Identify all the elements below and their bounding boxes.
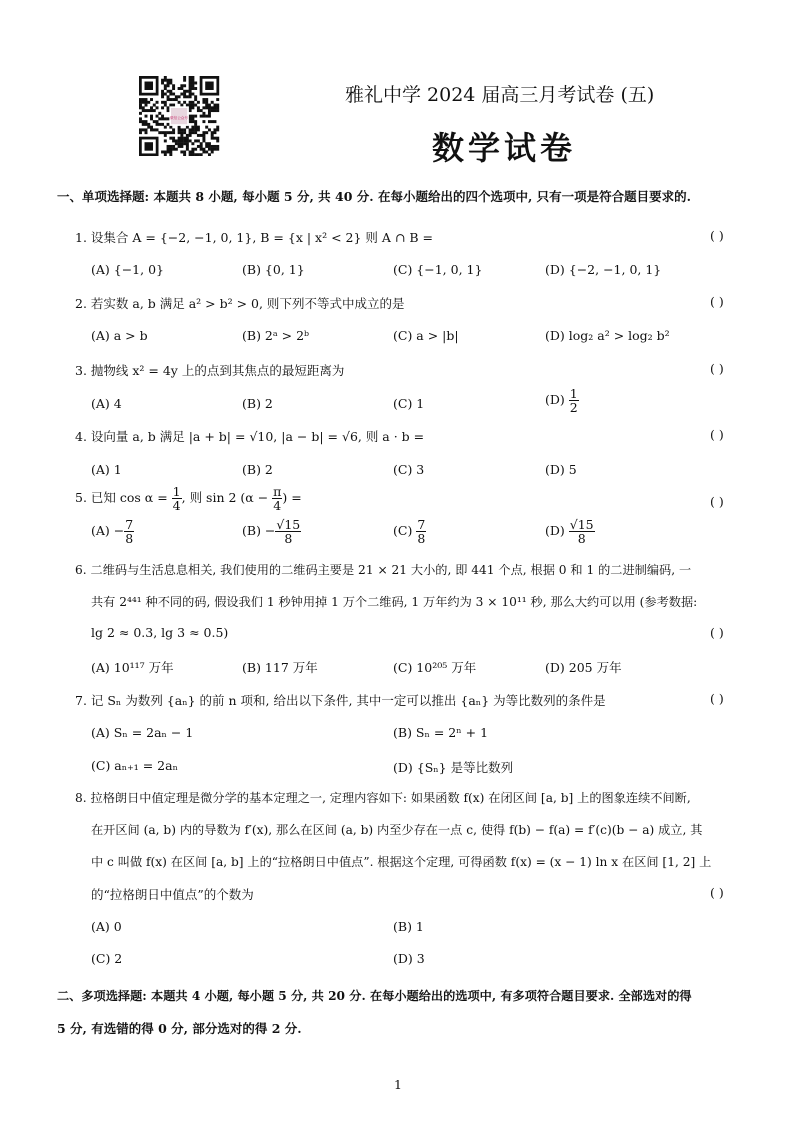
question-8-line-4: 的“拉格朗日中值点”的个数为 [91,887,254,902]
answer-bracket: ( ) [710,228,724,243]
fraction [172,485,182,512]
q6-option-a: (A) 10¹¹⁷ 万年 [91,660,174,675]
numerator: 7 [125,517,134,532]
q4-option-c: (C) 3 [393,462,425,477]
question-5-stem [75,485,302,512]
q7-option-c: (C) aₙ₊₁ = 2aₙ [91,758,178,773]
qr-code-image [137,76,221,156]
question-8-line-1: 8. 拉格朗日中值定理是微分学的基本定理之一, 定理内容如下: 如果函数 f(x) 在闭区间 [a, b] 上的图象连续不间断, [75,791,691,805]
option-label: (A) − [91,523,125,539]
numerator: √15 [276,517,301,532]
q5-option-a [91,518,134,545]
denominator: 4 [273,498,282,514]
q7-option-a: (A) Sₙ = 2aₙ − 1 [91,725,194,740]
section-2-heading-line-1: 二、多项选择题: 本题共 4 小题, 每小题 5 分, 共 20 分. 在每小题给出的选项中, 有多项符合题目要求. 全部选对的得 [57,989,692,1003]
question-4-stem: 4. 设向量 a, b 满足 |a + b| = √10, |a − b| = √6, 则 a · b = [75,429,425,444]
q3-option-a: (A) 4 [91,396,122,411]
question-6-line-2: 共有 2⁴⁴¹ 种不同的码, 假设我们 1 秒钟用掉 1 万个二维码, 1 万年约为 3 × 10¹¹ 秒, 那么大约可以用 (参考数据: [91,595,698,609]
q8-option-a: (A) 0 [91,919,122,934]
page-number: 1 [394,1077,402,1092]
stem-text: ) = [282,490,302,506]
denominator: 4 [172,498,181,514]
option-label: (C) [393,523,413,539]
q1-option-a: (A) {−1, 0} [91,262,164,277]
answer-bracket: ( ) [710,885,724,900]
denominator: 8 [577,531,586,547]
q5-option-c [393,518,426,545]
exam-subtitle: 雅礼中学 2024 届高三月考试卷 (五) [345,84,655,106]
fraction [416,518,426,545]
page-title: 数学试卷 [432,129,577,167]
q2-option-d: (D) log₂ a² > log₂ b² [545,328,670,343]
question-8-line-2: 在开区间 (a, b) 内的导数为 f′(x), 那么在区间 (a, b) 内至少存在一点 c, 使得 f(b) − f(a) = f′(c)(b − a) 成立, 其 [91,823,703,837]
numerator: π [273,484,282,499]
q6-option-d: (D) 205 万年 [545,660,622,675]
q5-option-b [242,518,301,545]
answer-bracket: ( ) [710,691,724,706]
q8-option-d: (D) 3 [393,951,425,966]
q7-option-d: (D) {Sₙ} 是等比数列 [393,760,514,775]
numerator: 1 [569,386,578,401]
q3-option-d [545,387,579,414]
stem-text: 5. 已知 cos α = [75,490,168,506]
numerator: 1 [172,484,181,499]
q6-option-b: (B) 117 万年 [242,660,318,675]
section-1-heading: 一、单项选择题: 本题共 8 小题, 每小题 5 分, 共 40 分. 在每小题给出的四个选项中, 只有一项是符合题目要求的. [57,189,692,204]
q1-option-b: (B) {0, 1} [242,262,305,277]
qr-logo-label: 微信公众号 [170,116,188,121]
q8-option-b: (B) 1 [393,919,424,934]
question-2-stem: 2. 若实数 a, b 满足 a² > b² > 0, 则下列不等式中成立的是 [75,296,405,311]
fraction [272,485,282,512]
numerator: √15 [569,517,594,532]
numerator: 7 [417,517,426,532]
option-label: (D) [545,523,565,539]
fraction [569,518,595,545]
question-6-line-3: lg 2 ≈ 0.3, lg 3 ≈ 0.5) [91,625,229,640]
denominator: 8 [125,531,134,547]
q1-option-c: (C) {−1, 0, 1} [393,262,483,277]
section-2-heading-line-2: 5 分, 有选错的得 0 分, 部分选对的得 2 分. [57,1021,302,1036]
denominator: 8 [284,531,293,547]
question-7-stem: 7. 记 Sₙ 为数列 {aₙ} 的前 n 项和, 给出以下条件, 其中一定可以推出 {aₙ} 为等比数列的条件是 [75,693,606,708]
option-label: (D) [545,392,565,408]
q7-option-b: (B) Sₙ = 2ⁿ + 1 [393,725,489,740]
q3-option-b: (B) 2 [242,396,273,411]
fraction [124,518,134,545]
option-label: (B) − [242,523,276,539]
answer-bracket: ( ) [710,294,724,309]
qr-code [137,76,221,156]
question-3-stem: 3. 抛物线 x² = 4y 上的点到其焦点的最短距离为 [75,363,345,378]
q5-option-d [545,518,595,545]
answer-bracket: ( ) [710,427,724,442]
q1-option-d: (D) {−2, −1, 0, 1} [545,262,662,277]
fraction [569,387,579,414]
q4-option-a: (A) 1 [91,462,122,477]
answer-bracket: ( ) [710,625,724,640]
denominator: 2 [569,400,578,416]
stem-text: , 则 sin 2 (α − [181,490,269,506]
fraction [275,518,301,545]
question-1-stem: 1. 设集合 A = {−2, −1, 0, 1}, B = {x | x² < 2} 则 A ∩ B = [75,230,433,245]
question-6-line-1: 6. 二维码与生活息息相关, 我们使用的二维码主要是 21 × 21 大小的, 即 441 个点, 根据 0 和 1 的二进制编码, 一 [75,563,692,577]
q8-option-c: (C) 2 [91,951,123,966]
answer-bracket: ( ) [710,361,724,376]
answer-bracket: ( ) [710,494,724,509]
denominator: 8 [417,531,426,547]
question-8-line-3: 中 c 叫做 f(x) 在区间 [a, b] 上的“拉格朗日中值点”. 根据这个定理, 可得函数 f(x) = (x − 1) ln x 在区间 [1, 2] 上 [91,855,712,869]
q4-option-d: (D) 5 [545,462,577,477]
q3-option-c: (C) 1 [393,396,425,411]
q2-option-c: (C) a > |b| [393,328,459,343]
q2-option-b: (B) 2ᵃ > 2ᵇ [242,328,310,343]
q4-option-b: (B) 2 [242,462,273,477]
q2-option-a: (A) a > b [91,328,148,343]
q6-option-c: (C) 10²⁰⁵ 万年 [393,660,477,675]
